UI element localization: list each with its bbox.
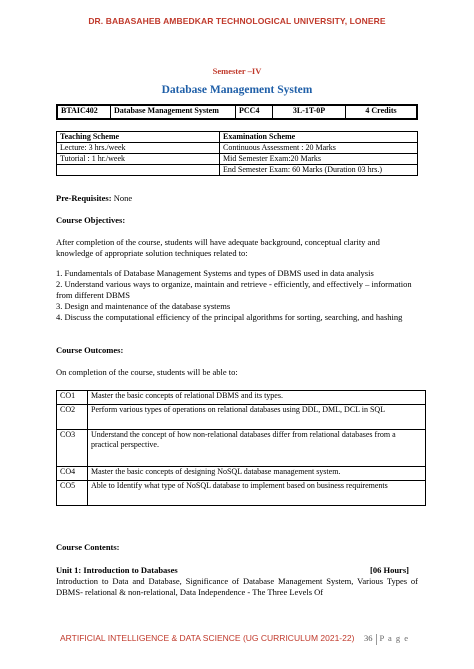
prereq-value: None bbox=[111, 193, 133, 203]
course-code-table bbox=[56, 104, 418, 120]
outcomes-heading: Course Outcomes: bbox=[56, 345, 124, 355]
outcome-text: Master the basic concepts of designing NoSQL database management system. bbox=[88, 467, 426, 481]
outcome-text: Perform various types of operations on relational databases using DDL, DML, DCL in SQL bbox=[88, 405, 426, 430]
outcome-code: CO1 bbox=[57, 391, 88, 405]
outcome-code: CO5 bbox=[57, 481, 88, 506]
exam-row: Continuous Assessment : 20 Marks bbox=[220, 143, 418, 154]
course-ltp: 3L-1T-0P bbox=[273, 105, 346, 119]
footer-program: ARTIFICIAL INTELLIGENCE & DATA SCIENCE (UG CURRICULUM 2021-22) bbox=[60, 633, 355, 643]
teaching-row: Tutorial : 1 hr./week bbox=[57, 154, 220, 165]
exam-scheme-header: Examination Scheme bbox=[220, 132, 418, 143]
exam-row: End Semester Exam: 60 Marks (Duration 03 hrs.) bbox=[220, 165, 418, 176]
prerequisites bbox=[56, 193, 132, 204]
objective-item: 2. Understand various ways to organize, maintain and retrieve - efficiently, and effectively – information from different DBMS bbox=[56, 279, 412, 300]
unit-hours: [06 Hours] bbox=[370, 565, 409, 575]
objectives-heading: Course Objectives: bbox=[56, 215, 126, 225]
unit-title: Unit 1: Introduction to Databases bbox=[56, 565, 178, 575]
footer-page bbox=[364, 633, 409, 645]
subject-title: Database Management System bbox=[161, 84, 313, 96]
outcome-text: Able to Identify what type of NoSQL database to implement based on business requirements bbox=[88, 481, 426, 506]
page-label: P a g e bbox=[379, 633, 410, 643]
course-credits: 4 Credits bbox=[346, 105, 418, 119]
objective-item: 3. Design and maintenance of the database systems bbox=[56, 301, 231, 311]
outcome-code: CO3 bbox=[57, 430, 88, 467]
page-number: 36 bbox=[364, 633, 373, 643]
page-separator bbox=[376, 634, 377, 645]
outcome-code: CO4 bbox=[57, 467, 88, 481]
teaching-scheme-header: Teaching Scheme bbox=[57, 132, 220, 143]
semester-label: Semester –IV bbox=[212, 66, 262, 76]
outcomes-table bbox=[56, 390, 426, 506]
teaching-row bbox=[57, 165, 220, 176]
outcomes-intro: On completion of the course, students will be able to: bbox=[56, 367, 238, 377]
course-category: PCC4 bbox=[236, 105, 273, 119]
prereq-label: Pre-Requisites: bbox=[56, 193, 112, 203]
objective-item: 1. Fundamentals of Database Management Systems and types of DBMS used in data analysis bbox=[56, 268, 374, 278]
teaching-row: Lecture: 3 hrs./week bbox=[57, 143, 220, 154]
contents-heading: Course Contents: bbox=[56, 542, 120, 552]
unit-description: Introduction to Data and Database, Significance of Database Management System, Various Types of DBMS- relational & non-relational, Data Independence - The Three Levels Of bbox=[56, 576, 418, 597]
objectives-intro: After completion of the course, students will have adequate background, conceptual clarity and knowledge of appropriate solution techniques related to: bbox=[56, 237, 380, 258]
course-name: Database Management System bbox=[111, 105, 236, 119]
outcome-text: Understand the concept of how non-relational databases differ from relational databases from a practical perspective. bbox=[88, 430, 426, 467]
outcome-code: CO2 bbox=[57, 405, 88, 430]
university-header: DR. BABASAHEB AMBEDKAR TECHNOLOGICAL UNIVERSITY, LONERE bbox=[88, 16, 386, 26]
course-code: BTAIC402 bbox=[57, 105, 111, 119]
scheme-table bbox=[56, 131, 418, 176]
outcome-text: Master the basic concepts of relational DBMS and its types. bbox=[88, 391, 426, 405]
exam-row: Mid Semester Exam:20 Marks bbox=[220, 154, 418, 165]
objective-item: 4. Discuss the computational efficiency of the principal algorithms for sorting, searching, and hashing bbox=[56, 312, 403, 322]
